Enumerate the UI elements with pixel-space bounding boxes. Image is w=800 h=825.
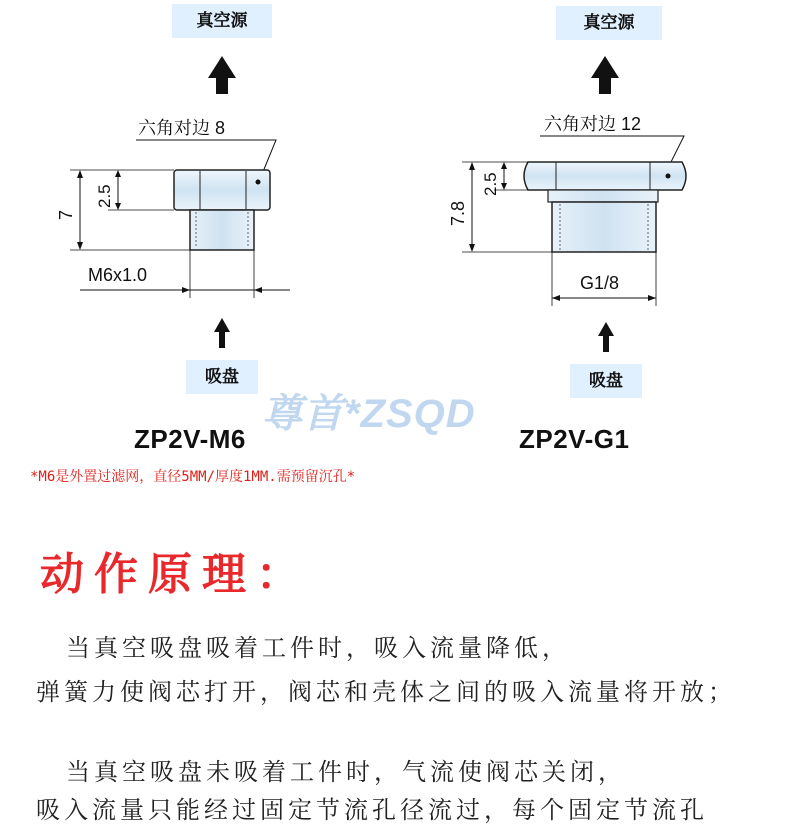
hex-callout-left: 六角对边 8	[138, 118, 226, 138]
principle-para1-line2: 弹簧力使阀芯打开，阀芯和壳体之间的吸入流量将开放；	[36, 678, 736, 706]
principle-heading: 动作原理：	[40, 549, 310, 600]
filter-note: *M6是外置过滤网，直径5MM/厚度1MM.需预留沉孔*	[30, 469, 356, 485]
dim-hex-right: 2.5	[481, 172, 500, 196]
principle-para2-line2: 吸入流量只能经过固定节流孔径流过，每个固定节流孔	[36, 796, 708, 824]
suction-cup-label-right: 吸盘	[570, 364, 642, 398]
dim-total-left: 7	[56, 209, 76, 220]
vacuum-source-label-right: 真空源	[556, 6, 662, 40]
model-name-right: ZP2V-G1	[519, 424, 630, 454]
up-arrow-small-icon-right	[598, 322, 614, 352]
hex-callout-right: 六角对边 12	[544, 114, 642, 134]
watermark: 尊首*ZSQD	[262, 392, 476, 436]
up-arrow-icon-left	[208, 56, 236, 94]
up-arrow-small-icon-left	[214, 318, 230, 348]
dim-hex-left: 2.5	[95, 184, 114, 208]
thread-label-left: M6x1.0	[88, 265, 148, 285]
left-fitting	[56, 56, 290, 348]
model-name-left: ZP2V-M6	[134, 424, 246, 454]
thread-label-right: G1/8	[580, 273, 620, 293]
principle-para2-line1: 当真空吸盘未吸着工件时，气流使阀芯关闭，	[66, 758, 626, 786]
right-fitting	[448, 56, 686, 352]
dim-total-right: 7.8	[448, 200, 468, 226]
vacuum-source-label-left: 真空源	[172, 4, 272, 38]
suction-cup-label-left: 吸盘	[186, 360, 258, 394]
principle-para1-line1: 当真空吸盘吸着工件时，吸入流量降低，	[66, 634, 570, 662]
up-arrow-icon-right	[591, 56, 619, 94]
